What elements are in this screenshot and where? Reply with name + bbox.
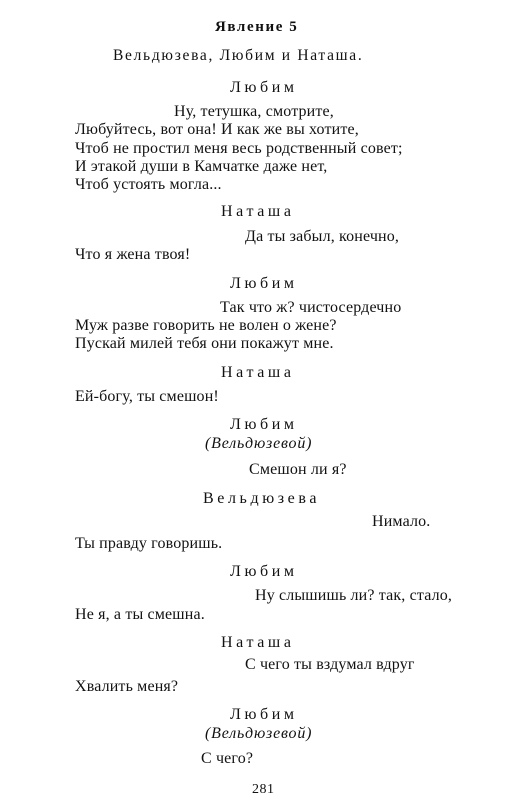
verse-line: Пускай милей тебя они покажут мне.	[75, 335, 334, 352]
verse-line: С чего ты вздумал вдруг	[245, 656, 415, 673]
speaker-name: Любим	[230, 79, 298, 96]
stage-direction: (Вельдюзевой)	[205, 725, 313, 742]
verse-line: Так что ж? чистосердечно	[220, 299, 402, 316]
scene-title: Явление 5	[215, 19, 299, 35]
verse-line: Ну слышишь ли? так, стало,	[255, 587, 453, 604]
verse-line: Что я жена твоя!	[75, 246, 191, 263]
verse-line: Нимало.	[372, 513, 431, 530]
verse-line: Любуйтесь, вот она! И как же вы хотите,	[75, 121, 359, 138]
speaker-name: Наташа	[221, 364, 295, 381]
verse-line: Не я, а ты смешна.	[75, 606, 205, 623]
speaker-name: Наташа	[221, 634, 295, 651]
speaker-name: Любим	[230, 563, 298, 580]
page-number: 281	[252, 782, 275, 797]
speaker-name: Любим	[230, 275, 298, 292]
verse-line: Ты правду говоришь.	[75, 535, 223, 552]
verse-line: Ей-богу, ты смешон!	[75, 388, 219, 405]
verse-line: Да ты забыл, конечно,	[245, 228, 400, 245]
verse-line: Хвалить меня?	[75, 678, 179, 695]
verse-line: Смешон ли я?	[249, 461, 347, 478]
verse-line: С чего?	[201, 750, 254, 767]
verse-line: Муж разве говорить не волен о жене?	[75, 317, 337, 334]
speaker-name: Наташа	[221, 203, 295, 220]
verse-line: И этакой души в Камчатке даже нет,	[75, 158, 328, 175]
verse-line: Чтоб не простил меня весь родственный совет;	[75, 140, 403, 157]
verse-line: Чтоб устоять могла...	[75, 176, 222, 193]
speaker-name: Любим	[230, 416, 298, 433]
speaker-name: Любим	[230, 706, 298, 723]
cast-list: Вельдюзева, Любим и Наташа.	[113, 47, 364, 64]
verse-line: Ну, тетушка, смотрите,	[174, 103, 334, 120]
speaker-name: Вельдюзева	[203, 490, 321, 507]
stage-direction: (Вельдюзевой)	[205, 435, 313, 452]
